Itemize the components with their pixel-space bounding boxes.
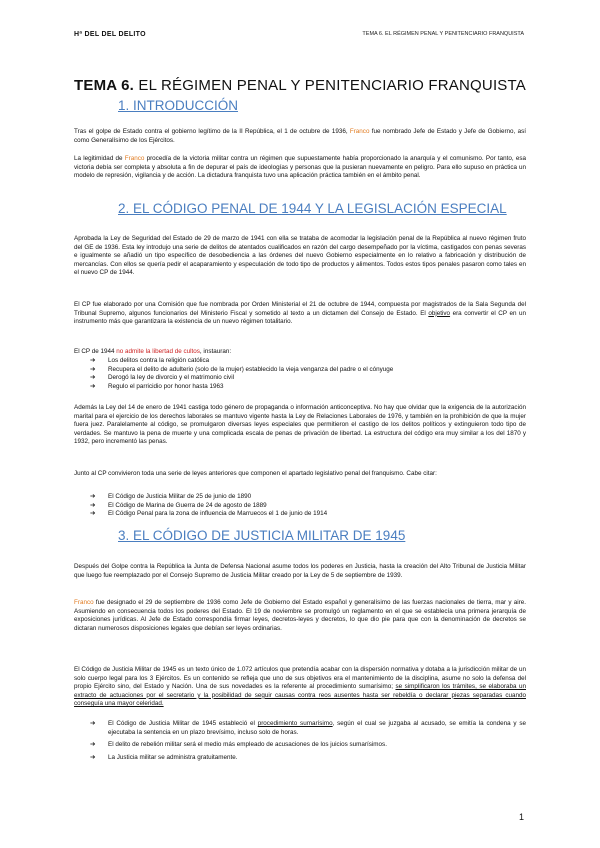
cjm-paragraph-3 [74, 666, 526, 709]
arrow-icon: ➔ [90, 365, 96, 373]
cp1944-paragraph-2 [74, 301, 526, 327]
list-item-underlined: procedimiento sumarísimo [257, 720, 333, 727]
header-chapter-title: TEMA 6. EL RÉGIMEN PENAL Y PENITENCIARIO FRANQUISTA [362, 31, 524, 37]
arrow-icon: ➔ [90, 501, 96, 509]
arrow-icon: ➔ [90, 357, 96, 364]
intro-paragraph-1 [74, 128, 526, 145]
cp1944-paragraph-3 [74, 348, 526, 357]
section-heading-codigo-justicia-militar: 3. EL CÓDIGO DE JUSTICIA MILITAR DE 1945 [118, 528, 406, 543]
cp1944-p2-text-b: era convertir el CP en un instrumento más que garantizara la existencia de un nuevo régimen totalitario. [74, 309, 526, 326]
cp1944-p2-text-a: El CP fue elaborado por una Comisión que fue nombrada por Orden Ministerial el 21 de octubre de 1944, compuesta por magistrados de la Sala Segunda del Tribunal Supremo, algunos funcionarios del Ministerio Fiscal y sometido al texto a un dictamen del Consejo de Estado. El [74, 301, 526, 317]
list-item-text: El Código de Justicia Militar de 25 de junio de 1890 [108, 493, 252, 500]
list-item-text: Derogó la ley de divorcio y el matrimonio civil [108, 374, 234, 382]
intro-paragraph-2 [74, 155, 526, 181]
arrow-icon: ➔ [90, 382, 96, 390]
list-item [90, 510, 526, 519]
section-heading-introduccion: 1. INTRODUCCIÓN [118, 98, 239, 113]
cp1944-p3-text-b: , instauran: [199, 348, 232, 355]
list-item [90, 493, 526, 502]
arrow-icon: ➔ [90, 374, 96, 382]
list-item [90, 374, 526, 383]
cp1944-paragraph-5: Junto al CP convivieron toda una serie de leyes anteriores que componen el apartado legislativo penal del franquismo. Cabe citar: [74, 470, 437, 477]
list-item-text: Recupera el delito de adulterio (solo de la mujer) establecido la vieja venganza del padre o el cónyuge [108, 365, 394, 373]
list-item-text: Regulo el parricidio por honor hasta 1963 [108, 382, 224, 390]
cjm-paragraph-1: Después del Golpe contra la República la Junta de Defensa Nacional asume todos los poderes en Justicia, hasta la creación del Alto Tribunal de Justicia Militar que luego fue reemplazado por el Consejo Supremo de Justicia Militar creado por la Ley de 5 de septiembre de 1939. [74, 563, 526, 579]
list-item-text: El delito de rebelión militar será el medio más empleado de acusaciones de los juicios sumarísimos. [108, 741, 387, 749]
title-text: EL RÉGIMEN PENAL Y PENITENCIARIO FRANQUISTA [134, 77, 526, 94]
list-item [90, 741, 526, 750]
intro-p1-text-a: Tras el golpe de Estado contra el gobierno legítimo de la II República, el 1 de octubre de 1936, [74, 128, 350, 135]
intro-p2-text-a: La legitimidad de [74, 155, 125, 162]
cp1944-list-1 [90, 357, 526, 391]
list-item [90, 502, 526, 511]
list-item [90, 383, 526, 392]
section-heading-codigo-penal: 2. EL CÓDIGO PENAL DE 1944 Y LA LEGISLACIÓN ESPECIAL [118, 201, 507, 216]
libertad-cultos-highlight: no admite la libertad de cultos [116, 348, 200, 355]
list-item-text: Los delitos contra la religión católica [108, 357, 210, 364]
list-item [90, 720, 526, 737]
cjm-list [90, 720, 526, 762]
arrow-icon: ➔ [90, 720, 96, 727]
intro-p2-text-b: procedía de la victoria militar contra un régimen que supuestamente había proporcionado la anarquía y el comunismo. Por tanto, esa victoria debía ser completa y absoluta a fin de depurar el país de ideologías y personas que la pusieran nuevamente en peligro. Para ello supuso en práctica un modelo de represión, vigilancia y de acción. La dictadura franquista tuvo una aplicación práctica también en el ámbito penal. [74, 155, 527, 180]
title-number: TEMA 6. [74, 77, 135, 94]
arrow-icon: ➔ [90, 510, 96, 518]
cjm-paragraph-2 [74, 599, 526, 633]
arrow-icon: ➔ [90, 493, 96, 500]
cp1944-p3-text-a: El CP de 1944 [74, 348, 117, 355]
list-item [90, 357, 526, 366]
cjm-p3-text: El Código de Justicia Militar de 1945 es un texto único de 1.072 artículos que pretendía acabar con la dispersión normativa y dotaba a la jurisdicción militar de un solo cuerpo legal para los 3 Ejércitos. Es un contenido se refleja que uno de sus objetivos era el mantenimiento de la disciplina, asume no solo la defensa del propio Ejército sino, del Estado y Nación. Una de sus novedades es la referente al procedimiento sumarísimo; [74, 666, 526, 691]
cp1944-paragraph-4: Además la Ley del 14 de enero de 1941 castiga todo género de propaganda o información anticonceptiva. No hay que olvidar que la exigencia de la autorización marital para el ejercicio de los derechos laborales se mantuvo vigente hasta la Ley de Relaciones Laborales de 1976, y también en la prohibición de que la mujer fuera juez. Paralelamente al código, se promulgaron diversas leyes especiales que permitieron el castigo de los delitos políticos y extinguieron todo tipo de verdades. Se mantuvo la pena de muerte y una complicada escala de penas de privación de libertad. La estructura del código era muy similar a los del 1870 y 1932, pero incrementó las penas. [74, 404, 526, 446]
procedimiento-sumarisimo-underlined: se simplificaron los trámites, se elaboraba un extracto de actuaciones por el secretario y la posibilidad de seguir causas contra reos ausentes hasta ser rebeldía o declarar piezas separadas cuando conseguía una mayor celeridad. [74, 683, 526, 708]
list-item-text-b: , según el cual se juzgaba al acusado, se emitía la condena y se ejecutaba la sentencia en un plazo brevísimo, incluso solo de horas. [108, 720, 527, 736]
list-item-text-a: El Código de Justicia Militar de 1945 estableció el [108, 720, 258, 727]
list-item [90, 754, 526, 763]
intro-p1-text-b: fue nombrado Jefe de Estado y Jefe de Gobierno, así como Generalísimo de los Ejércitos. [74, 128, 526, 144]
franco-highlight: Franco [74, 599, 94, 606]
list-item-text: El Código de Marina de Guerra de 24 de agosto de 1889 [108, 501, 267, 509]
header-course-title: Hª DEL DEL DELITO [74, 31, 146, 38]
page-number: 1 [518, 812, 524, 822]
objetivo-underlined: objetivo [428, 309, 451, 317]
list-item-text: La Justicia militar se administra gratuitamente. [108, 753, 238, 761]
cp1944-paragraph-1: Aprobada la Ley de Seguridad del Estado de 29 de marzo de 1941 con ella se trataba de acomodar la legislación penal de la República al nuevo régimen fruto del GE de 1936. Esta ley introdujo una serie de delitos de atentados cualificados en razón del cargo desempeñado por la víctima, castigados con penas severas e igualmente se añadió un tipo específico de desobediencia a las órdenes del nuevo Gobierno especialmente en lo relativo a fabricación y distribución de mercancías. Con ellos se quería pedir el acaparamiento y especulación de todo tipo de productos y alimentos. Todos estos tipos penales pasaron como tales en el nuevo CP de 1944. [74, 235, 526, 277]
cjm-p2-text: fue designado el 29 de septiembre de 1936 como Jefe de Gobierno del Estado español y generalísimo de las fuerzas nacionales de tierra, mar y aire. Asumiendo en consecuencia todos los poderes del Estado. El 19 de noviembre se promulgó un reglamento en el que se establecía una primera jerarquía de exposiciones jurídicas. Al Jefe de Estado correspondía firmar leyes, decretos-leyes y decretos, lo que dio pie para que con la denominación de decretos se dictaran numerosos disposiciones legales que debían ser leyes ordinarias. [74, 599, 526, 632]
franco-highlight: Franco [124, 155, 145, 162]
list-item [90, 366, 526, 375]
arrow-icon: ➔ [90, 753, 96, 761]
cp1944-list-2 [90, 493, 526, 519]
page-title [74, 77, 526, 94]
list-item-text: El Código Penal para la zona de influencia de Marruecos el 1 de junio de 1914 [108, 510, 328, 518]
arrow-icon: ➔ [90, 741, 96, 749]
franco-highlight: Franco [349, 128, 370, 135]
